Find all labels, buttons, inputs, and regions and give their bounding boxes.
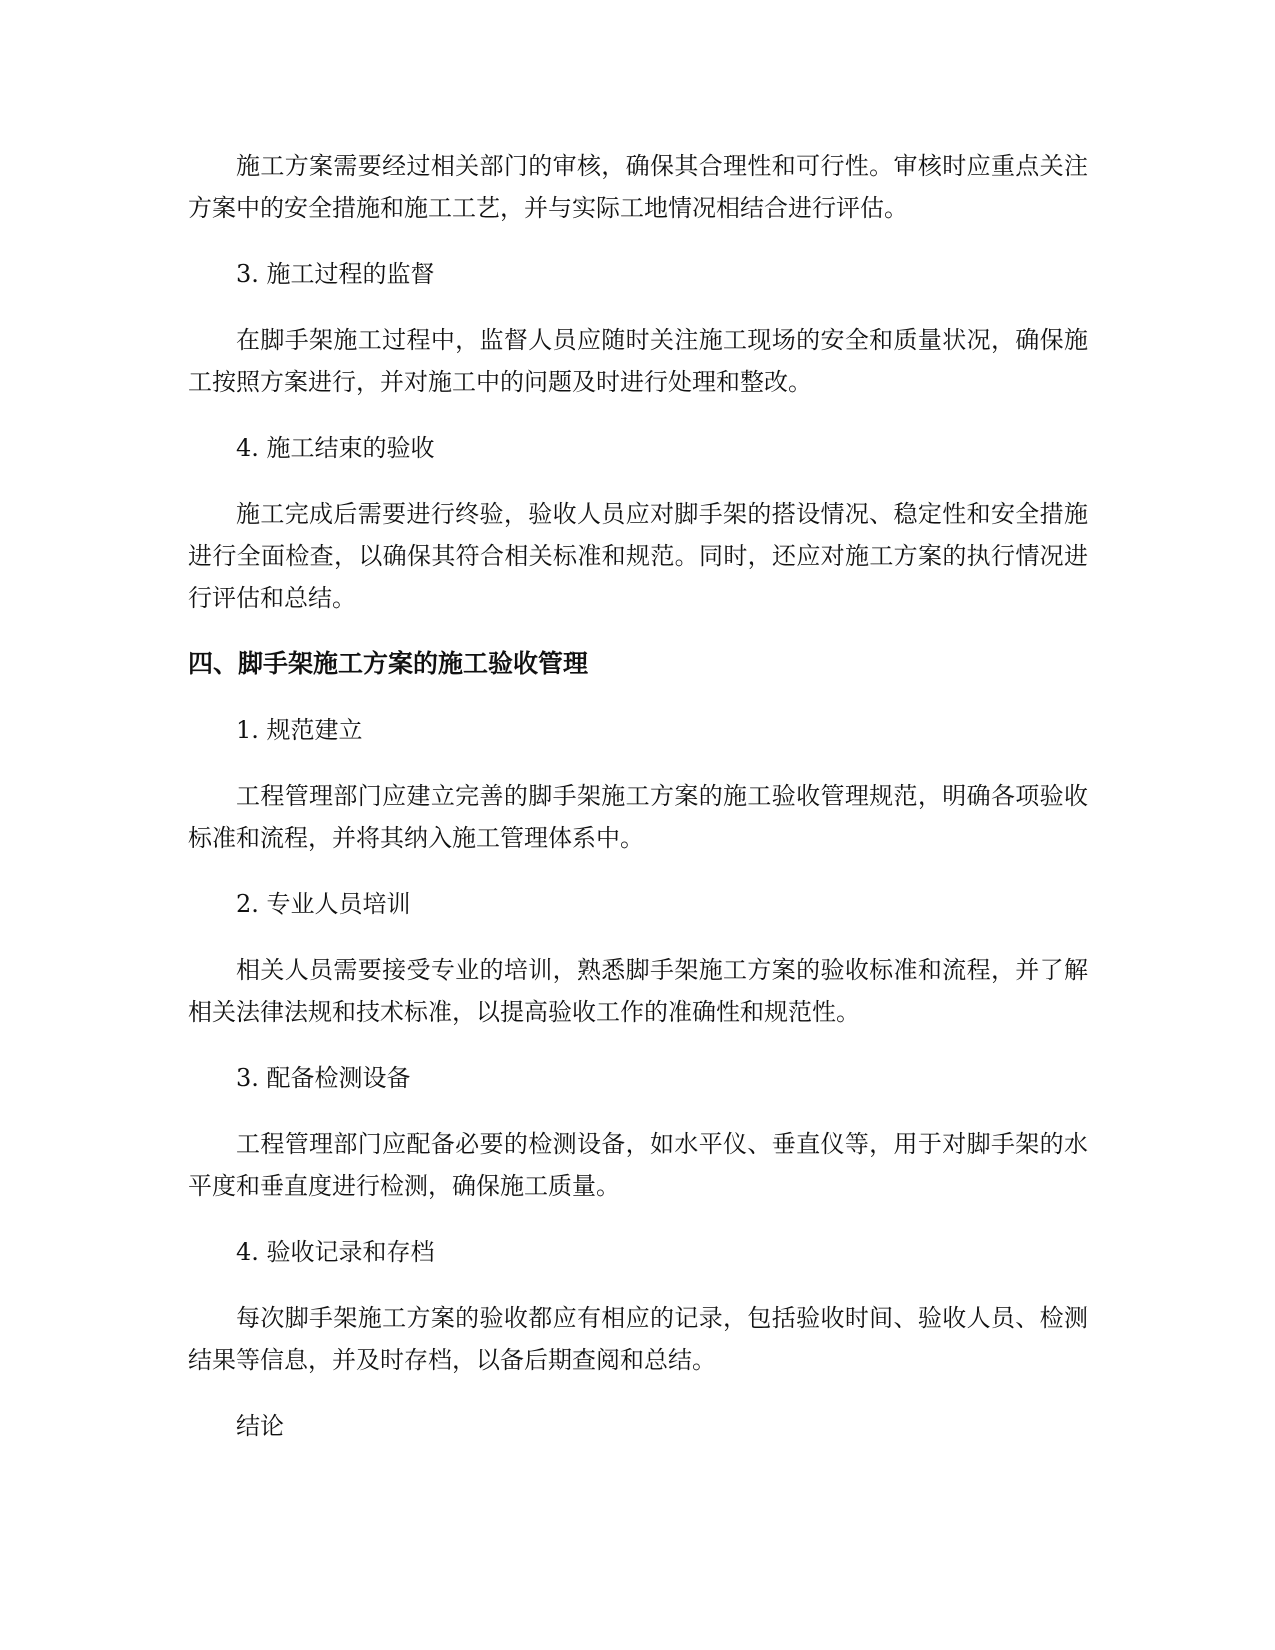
paragraph-final-acceptance: 施工完成后需要进行终验，验收人员应对脚手架的搭设情况、稳定性和安全措施进行全面检查，以确保其符合相关标准和规范。同时，还应对施工方案的执行情况进行评估和总结。	[188, 500, 1088, 612]
paragraph-supervision: 在脚手架施工过程中，监督人员应随时关注施工现场的安全和质量状况，确保施工按照方案进行，并对施工中的问题及时进行处理和整改。	[188, 326, 1088, 396]
paragraph-standards: 工程管理部门应建立完善的脚手架施工方案的施工验收管理规范，明确各项验收标准和流程，并将其纳入施工管理体系中。	[188, 782, 1088, 852]
subheading-standards: 1. 规范建立	[236, 716, 363, 744]
paragraph-records: 每次脚手架施工方案的验收都应有相应的记录，包括验收时间、验收人员、检测结果等信息，并及时存档，以备后期查阅和总结。	[188, 1304, 1088, 1374]
subheading-records: 4. 验收记录和存档	[236, 1238, 435, 1266]
subheading-training: 2. 专业人员培训	[236, 890, 411, 918]
section-heading-acceptance-management: 四、脚手架施工方案的施工验收管理	[188, 649, 589, 678]
paragraph-training: 相关人员需要接受专业的培训，熟悉脚手架施工方案的验收标准和流程，并了解相关法律法规和技术标准，以提高验收工作的准确性和规范性。	[188, 956, 1088, 1026]
subheading-conclusion: 结论	[236, 1412, 284, 1440]
paragraph-equipment: 工程管理部门应配备必要的检测设备，如水平仪、垂直仪等，用于对脚手架的水平度和垂直度进行检测，确保施工质量。	[188, 1130, 1088, 1200]
paragraph-review: 施工方案需要经过相关部门的审核，确保其合理性和可行性。审核时应重点关注方案中的安全措施和施工工艺，并与实际工地情况相结合进行评估。	[188, 152, 1088, 222]
subheading-equipment: 3. 配备检测设备	[236, 1064, 411, 1092]
subheading-final-acceptance: 4. 施工结束的验收	[236, 434, 435, 462]
subheading-supervision: 3. 施工过程的监督	[236, 260, 435, 288]
document-body	[188, 145, 1088, 1471]
